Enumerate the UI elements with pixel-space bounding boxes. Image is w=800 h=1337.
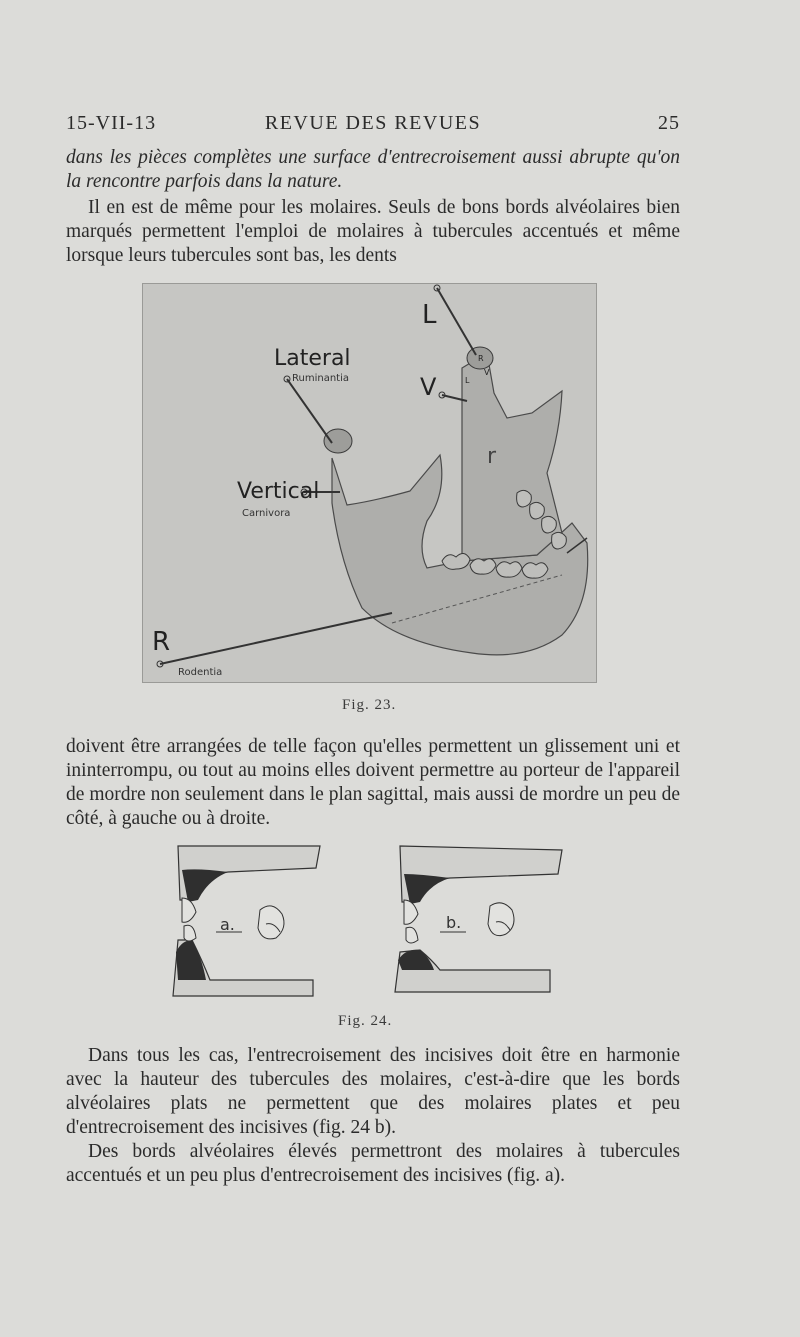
incisor-overlap-illustration [168, 840, 563, 1000]
label-rodentia: Rodentia [178, 667, 223, 678]
label-carnivora: Carnivora [242, 508, 291, 519]
page-number: 25 [658, 112, 680, 134]
paragraph-4: Dans tous les cas, l'entrecroisement des incisives doit être en harmonie avec la hauteur des tubercules des molaires, c'est-à-dire que les bords alvéolaires plats ne permettent que des molaires plates et peu d'entrecroisement des incisives (fig. 24 b). [66, 1045, 680, 1138]
running-header [66, 112, 680, 140]
label-r: r [487, 444, 497, 469]
figure-23-caption: Fig. 23. [342, 697, 397, 713]
label-vertical: Vertical [237, 479, 320, 504]
paragraph-1: dans les pièces complètes une surface d'entrecroisement aussi abrupte qu'on la rencontre parfois dans la nature. [66, 147, 680, 192]
condyle-left [324, 429, 352, 453]
label-ruminantia: Ruminantia [292, 373, 349, 384]
paragraph-3: doivent être arrangées de telle façon qu'elles permettent un glissement uni et ininterrompu, ou tout au moins elles doivent permettre au porteur de l'appareil de mordre non seulement dans le plan sagittal, mais aussi de mordre un peu de côté, à gauche ou à droite. [66, 736, 680, 829]
figure-24-panel-a [173, 846, 320, 996]
label-a: a. [220, 915, 235, 934]
journal-title: REVUE DES REVUES [264, 112, 482, 134]
paragraph-2: Il en est de même pour les molaires. Seuls de bons bords alvéolaires bien marqués permettent l'emploi de molaires à tubercules accentués et même lorsque leurs tubercules sont bas, les dents [66, 197, 680, 266]
label-mini-L: L [465, 376, 470, 385]
label-lateral: Lateral [274, 346, 351, 371]
paragraph-5: Des bords alvéolaires élevés permettront des molaires à tubercules accentués et un peu plus d'entrecroisement des incisives (fig. a). [66, 1141, 680, 1186]
jaw-articulator-illustration [142, 283, 597, 683]
label-mini-V: V [484, 368, 490, 377]
figure-24-caption: Fig. 24. [338, 1013, 393, 1029]
label-b: b. [446, 913, 462, 932]
figure-24-panel-b [395, 846, 562, 992]
label-R: R [152, 627, 171, 657]
label-V: V [420, 373, 437, 401]
label-L: L [422, 300, 437, 330]
figure-23 [142, 283, 597, 683]
figure-24 [168, 840, 563, 1000]
label-mini-R: R [478, 354, 484, 363]
issue-date: 15-VII-13 [66, 112, 157, 134]
